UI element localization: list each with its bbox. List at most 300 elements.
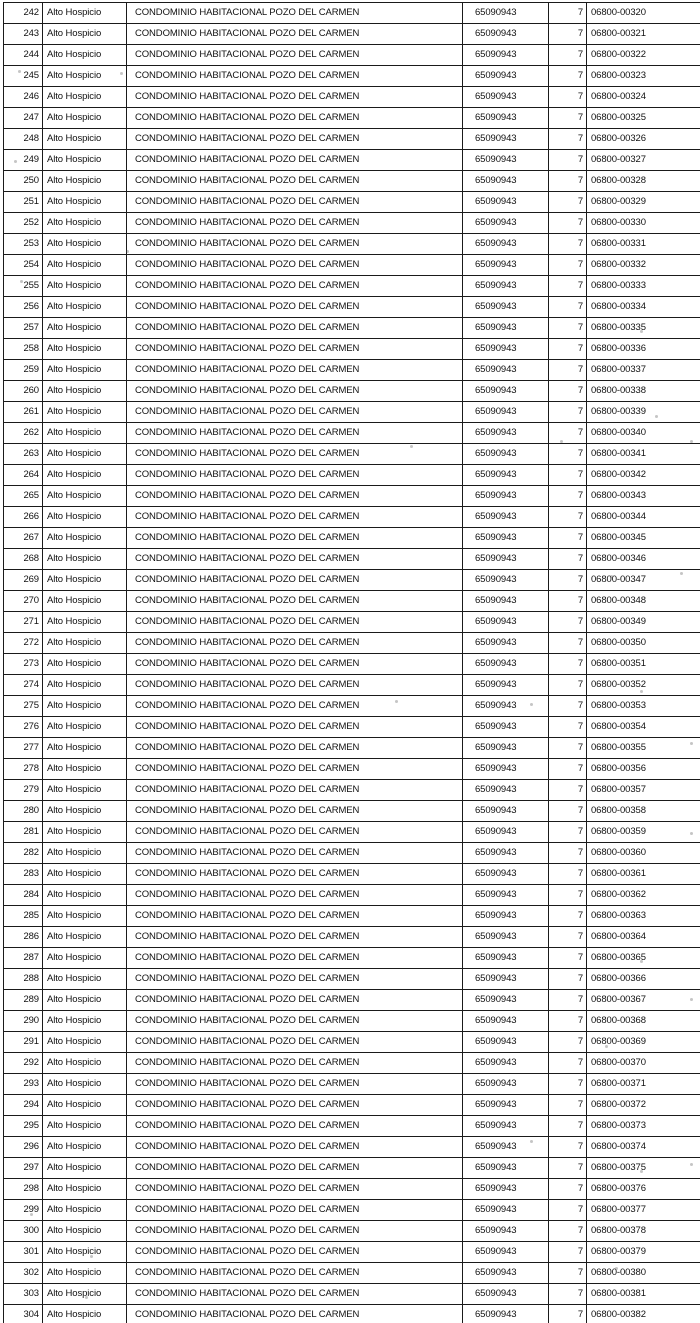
row-number-cell: 273 xyxy=(4,654,43,675)
quantity-cell: 7 xyxy=(549,885,587,906)
table-row xyxy=(4,402,700,423)
commune-cell: Alto Hospicio xyxy=(43,759,127,780)
tax-id-cell: 65090943 xyxy=(463,507,549,528)
table-row xyxy=(4,423,700,444)
tax-id-cell: 65090943 xyxy=(463,1242,549,1263)
quantity-cell: 7 xyxy=(549,24,587,45)
reference-code-cell: 06800-00363 xyxy=(587,906,700,927)
project-name-cell: CONDOMINIO HABITACIONAL POZO DEL CARMEN xyxy=(127,171,463,192)
row-number-cell: 253 xyxy=(4,234,43,255)
table-row xyxy=(4,927,700,948)
reference-code-cell: 06800-00345 xyxy=(587,528,700,549)
reference-code-cell: 06800-00324 xyxy=(587,87,700,108)
project-name-cell: CONDOMINIO HABITACIONAL POZO DEL CARMEN xyxy=(127,129,463,150)
records-table-body xyxy=(4,3,700,1323)
table-row xyxy=(4,1116,700,1137)
commune-cell: Alto Hospicio xyxy=(43,528,127,549)
row-number-cell: 243 xyxy=(4,24,43,45)
project-name-cell: CONDOMINIO HABITACIONAL POZO DEL CARMEN xyxy=(127,1221,463,1242)
project-name-cell: CONDOMINIO HABITACIONAL POZO DEL CARMEN xyxy=(127,360,463,381)
reference-code-cell: 06800-00373 xyxy=(587,1116,700,1137)
table-row xyxy=(4,108,700,129)
row-number-cell: 279 xyxy=(4,780,43,801)
project-name-cell: CONDOMINIO HABITACIONAL POZO DEL CARMEN xyxy=(127,864,463,885)
quantity-cell: 7 xyxy=(549,822,587,843)
commune-cell: Alto Hospicio xyxy=(43,570,127,591)
project-name-cell: CONDOMINIO HABITACIONAL POZO DEL CARMEN xyxy=(127,654,463,675)
commune-cell: Alto Hospicio xyxy=(43,654,127,675)
reference-code-cell: 06800-00382 xyxy=(587,1305,700,1323)
commune-cell: Alto Hospicio xyxy=(43,3,127,24)
commune-cell: Alto Hospicio xyxy=(43,1032,127,1053)
quantity-cell: 7 xyxy=(549,192,587,213)
row-number-cell: 290 xyxy=(4,1011,43,1032)
commune-cell: Alto Hospicio xyxy=(43,45,127,66)
project-name-cell: CONDOMINIO HABITACIONAL POZO DEL CARMEN xyxy=(127,24,463,45)
row-number-cell: 256 xyxy=(4,297,43,318)
row-number-cell: 260 xyxy=(4,381,43,402)
row-number-cell: 252 xyxy=(4,213,43,234)
reference-code-cell: 06800-00349 xyxy=(587,612,700,633)
row-number-cell: 267 xyxy=(4,528,43,549)
row-number-cell: 295 xyxy=(4,1116,43,1137)
commune-cell: Alto Hospicio xyxy=(43,87,127,108)
row-number-cell: 255 xyxy=(4,276,43,297)
tax-id-cell: 65090943 xyxy=(463,717,549,738)
tax-id-cell: 65090943 xyxy=(463,1074,549,1095)
quantity-cell: 7 xyxy=(549,612,587,633)
quantity-cell: 7 xyxy=(549,990,587,1011)
commune-cell: Alto Hospicio xyxy=(43,906,127,927)
reference-code-cell: 06800-00371 xyxy=(587,1074,700,1095)
quantity-cell: 7 xyxy=(549,129,587,150)
tax-id-cell: 65090943 xyxy=(463,1305,549,1323)
commune-cell: Alto Hospicio xyxy=(43,129,127,150)
reference-code-cell: 06800-00377 xyxy=(587,1200,700,1221)
reference-code-cell: 06800-00351 xyxy=(587,654,700,675)
table-row xyxy=(4,192,700,213)
tax-id-cell: 65090943 xyxy=(463,759,549,780)
reference-code-cell: 06800-00338 xyxy=(587,381,700,402)
commune-cell: Alto Hospicio xyxy=(43,465,127,486)
table-row xyxy=(4,612,700,633)
quantity-cell: 7 xyxy=(549,297,587,318)
project-name-cell: CONDOMINIO HABITACIONAL POZO DEL CARMEN xyxy=(127,906,463,927)
quantity-cell: 7 xyxy=(549,486,587,507)
row-number-cell: 271 xyxy=(4,612,43,633)
quantity-cell: 7 xyxy=(549,255,587,276)
row-number-cell: 274 xyxy=(4,675,43,696)
table-row xyxy=(4,297,700,318)
table-row xyxy=(4,45,700,66)
row-number-cell: 258 xyxy=(4,339,43,360)
commune-cell: Alto Hospicio xyxy=(43,633,127,654)
commune-cell: Alto Hospicio xyxy=(43,66,127,87)
commune-cell: Alto Hospicio xyxy=(43,1158,127,1179)
quantity-cell: 7 xyxy=(549,717,587,738)
commune-cell: Alto Hospicio xyxy=(43,822,127,843)
project-name-cell: CONDOMINIO HABITACIONAL POZO DEL CARMEN xyxy=(127,381,463,402)
quantity-cell: 7 xyxy=(549,423,587,444)
project-name-cell: CONDOMINIO HABITACIONAL POZO DEL CARMEN xyxy=(127,591,463,612)
reference-code-cell: 06800-00355 xyxy=(587,738,700,759)
quantity-cell: 7 xyxy=(549,171,587,192)
row-number-cell: 280 xyxy=(4,801,43,822)
quantity-cell: 7 xyxy=(549,1263,587,1284)
table-row xyxy=(4,171,700,192)
reference-code-cell: 06800-00381 xyxy=(587,1284,700,1305)
commune-cell: Alto Hospicio xyxy=(43,801,127,822)
row-number-cell: 285 xyxy=(4,906,43,927)
row-number-cell: 300 xyxy=(4,1221,43,1242)
quantity-cell: 7 xyxy=(549,234,587,255)
commune-cell: Alto Hospicio xyxy=(43,381,127,402)
commune-cell: Alto Hospicio xyxy=(43,444,127,465)
table-row xyxy=(4,255,700,276)
quantity-cell: 7 xyxy=(549,402,587,423)
row-number-cell: 249 xyxy=(4,150,43,171)
row-number-cell: 259 xyxy=(4,360,43,381)
reference-code-cell: 06800-00320 xyxy=(587,3,700,24)
tax-id-cell: 65090943 xyxy=(463,801,549,822)
reference-code-cell: 06800-00364 xyxy=(587,927,700,948)
reference-code-cell: 06800-00380 xyxy=(587,1263,700,1284)
reference-code-cell: 06800-00341 xyxy=(587,444,700,465)
commune-cell: Alto Hospicio xyxy=(43,1305,127,1323)
project-name-cell: CONDOMINIO HABITACIONAL POZO DEL CARMEN xyxy=(127,1200,463,1221)
tax-id-cell: 65090943 xyxy=(463,528,549,549)
project-name-cell: CONDOMINIO HABITACIONAL POZO DEL CARMEN xyxy=(127,612,463,633)
table-row xyxy=(4,66,700,87)
commune-cell: Alto Hospicio xyxy=(43,1095,127,1116)
row-number-cell: 296 xyxy=(4,1137,43,1158)
row-number-cell: 301 xyxy=(4,1242,43,1263)
reference-code-cell: 06800-00346 xyxy=(587,549,700,570)
table-row xyxy=(4,717,700,738)
reference-code-cell: 06800-00362 xyxy=(587,885,700,906)
project-name-cell: CONDOMINIO HABITACIONAL POZO DEL CARMEN xyxy=(127,969,463,990)
project-name-cell: CONDOMINIO HABITACIONAL POZO DEL CARMEN xyxy=(127,885,463,906)
tax-id-cell: 65090943 xyxy=(463,465,549,486)
tax-id-cell: 65090943 xyxy=(463,192,549,213)
project-name-cell: CONDOMINIO HABITACIONAL POZO DEL CARMEN xyxy=(127,1242,463,1263)
project-name-cell: CONDOMINIO HABITACIONAL POZO DEL CARMEN xyxy=(127,780,463,801)
tax-id-cell: 65090943 xyxy=(463,171,549,192)
table-row xyxy=(4,486,700,507)
table-row xyxy=(4,1305,700,1323)
tax-id-cell: 65090943 xyxy=(463,108,549,129)
quantity-cell: 7 xyxy=(549,1242,587,1263)
tax-id-cell: 65090943 xyxy=(463,339,549,360)
tax-id-cell: 65090943 xyxy=(463,1011,549,1032)
table-row xyxy=(4,780,700,801)
table-row xyxy=(4,528,700,549)
project-name-cell: CONDOMINIO HABITACIONAL POZO DEL CARMEN xyxy=(127,108,463,129)
reference-code-cell: 06800-00334 xyxy=(587,297,700,318)
commune-cell: Alto Hospicio xyxy=(43,402,127,423)
commune-cell: Alto Hospicio xyxy=(43,234,127,255)
table-row xyxy=(4,465,700,486)
quantity-cell: 7 xyxy=(549,87,587,108)
reference-code-cell: 06800-00328 xyxy=(587,171,700,192)
project-name-cell: CONDOMINIO HABITACIONAL POZO DEL CARMEN xyxy=(127,192,463,213)
project-name-cell: CONDOMINIO HABITACIONAL POZO DEL CARMEN xyxy=(127,507,463,528)
row-number-cell: 244 xyxy=(4,45,43,66)
reference-code-cell: 06800-00360 xyxy=(587,843,700,864)
tax-id-cell: 65090943 xyxy=(463,885,549,906)
project-name-cell: CONDOMINIO HABITACIONAL POZO DEL CARMEN xyxy=(127,696,463,717)
row-number-cell: 284 xyxy=(4,885,43,906)
reference-code-cell: 06800-00331 xyxy=(587,234,700,255)
quantity-cell: 7 xyxy=(549,1032,587,1053)
quantity-cell: 7 xyxy=(549,696,587,717)
table-row xyxy=(4,150,700,171)
table-row xyxy=(4,843,700,864)
project-name-cell: CONDOMINIO HABITACIONAL POZO DEL CARMEN xyxy=(127,528,463,549)
tax-id-cell: 65090943 xyxy=(463,1263,549,1284)
commune-cell: Alto Hospicio xyxy=(43,1221,127,1242)
tax-id-cell: 65090943 xyxy=(463,948,549,969)
row-number-cell: 262 xyxy=(4,423,43,444)
tax-id-cell: 65090943 xyxy=(463,87,549,108)
table-row xyxy=(4,381,700,402)
quantity-cell: 7 xyxy=(549,1179,587,1200)
reference-code-cell: 06800-00332 xyxy=(587,255,700,276)
table-row xyxy=(4,24,700,45)
project-name-cell: CONDOMINIO HABITACIONAL POZO DEL CARMEN xyxy=(127,717,463,738)
tax-id-cell: 65090943 xyxy=(463,3,549,24)
commune-cell: Alto Hospicio xyxy=(43,1242,127,1263)
commune-cell: Alto Hospicio xyxy=(43,696,127,717)
commune-cell: Alto Hospicio xyxy=(43,423,127,444)
quantity-cell: 7 xyxy=(549,906,587,927)
tax-id-cell: 65090943 xyxy=(463,1221,549,1242)
commune-cell: Alto Hospicio xyxy=(43,927,127,948)
commune-cell: Alto Hospicio xyxy=(43,1263,127,1284)
project-name-cell: CONDOMINIO HABITACIONAL POZO DEL CARMEN xyxy=(127,402,463,423)
reference-code-cell: 06800-00322 xyxy=(587,45,700,66)
quantity-cell: 7 xyxy=(549,570,587,591)
reference-code-cell: 06800-00350 xyxy=(587,633,700,654)
row-number-cell: 245 xyxy=(4,66,43,87)
project-name-cell: CONDOMINIO HABITACIONAL POZO DEL CARMEN xyxy=(127,87,463,108)
reference-code-cell: 06800-00336 xyxy=(587,339,700,360)
quantity-cell: 7 xyxy=(549,444,587,465)
reference-code-cell: 06800-00344 xyxy=(587,507,700,528)
row-number-cell: 283 xyxy=(4,864,43,885)
quantity-cell: 7 xyxy=(549,1095,587,1116)
row-number-cell: 304 xyxy=(4,1305,43,1323)
reference-code-cell: 06800-00375 xyxy=(587,1158,700,1179)
table-row xyxy=(4,360,700,381)
table-row xyxy=(4,129,700,150)
commune-cell: Alto Hospicio xyxy=(43,318,127,339)
table-row xyxy=(4,1095,700,1116)
row-number-cell: 263 xyxy=(4,444,43,465)
reference-code-cell: 06800-00340 xyxy=(587,423,700,444)
project-name-cell: CONDOMINIO HABITACIONAL POZO DEL CARMEN xyxy=(127,1284,463,1305)
project-name-cell: CONDOMINIO HABITACIONAL POZO DEL CARMEN xyxy=(127,1011,463,1032)
table-row xyxy=(4,633,700,654)
project-name-cell: CONDOMINIO HABITACIONAL POZO DEL CARMEN xyxy=(127,1032,463,1053)
row-number-cell: 254 xyxy=(4,255,43,276)
row-number-cell: 291 xyxy=(4,1032,43,1053)
quantity-cell: 7 xyxy=(549,276,587,297)
table-row xyxy=(4,1242,700,1263)
commune-cell: Alto Hospicio xyxy=(43,990,127,1011)
row-number-cell: 298 xyxy=(4,1179,43,1200)
row-number-cell: 303 xyxy=(4,1284,43,1305)
table-row xyxy=(4,213,700,234)
reference-code-cell: 06800-00339 xyxy=(587,402,700,423)
table-row xyxy=(4,1200,700,1221)
commune-cell: Alto Hospicio xyxy=(43,1011,127,1032)
tax-id-cell: 65090943 xyxy=(463,780,549,801)
project-name-cell: CONDOMINIO HABITACIONAL POZO DEL CARMEN xyxy=(127,45,463,66)
quantity-cell: 7 xyxy=(549,528,587,549)
tax-id-cell: 65090943 xyxy=(463,297,549,318)
quantity-cell: 7 xyxy=(549,108,587,129)
reference-code-cell: 06800-00337 xyxy=(587,360,700,381)
row-number-cell: 288 xyxy=(4,969,43,990)
commune-cell: Alto Hospicio xyxy=(43,1137,127,1158)
row-number-cell: 297 xyxy=(4,1158,43,1179)
quantity-cell: 7 xyxy=(549,1158,587,1179)
tax-id-cell: 65090943 xyxy=(463,654,549,675)
commune-cell: Alto Hospicio xyxy=(43,1116,127,1137)
commune-cell: Alto Hospicio xyxy=(43,549,127,570)
reference-code-cell: 06800-00347 xyxy=(587,570,700,591)
commune-cell: Alto Hospicio xyxy=(43,171,127,192)
tax-id-cell: 65090943 xyxy=(463,969,549,990)
tax-id-cell: 65090943 xyxy=(463,66,549,87)
reference-code-cell: 06800-00335 xyxy=(587,318,700,339)
quantity-cell: 7 xyxy=(549,1305,587,1323)
tax-id-cell: 65090943 xyxy=(463,234,549,255)
table-row xyxy=(4,1179,700,1200)
project-name-cell: CONDOMINIO HABITACIONAL POZO DEL CARMEN xyxy=(127,276,463,297)
reference-code-cell: 06800-00330 xyxy=(587,213,700,234)
table-row xyxy=(4,1137,700,1158)
row-number-cell: 299 xyxy=(4,1200,43,1221)
commune-cell: Alto Hospicio xyxy=(43,1053,127,1074)
table-row xyxy=(4,990,700,1011)
commune-cell: Alto Hospicio xyxy=(43,255,127,276)
commune-cell: Alto Hospicio xyxy=(43,486,127,507)
commune-cell: Alto Hospicio xyxy=(43,612,127,633)
row-number-cell: 242 xyxy=(4,3,43,24)
reference-code-cell: 06800-00359 xyxy=(587,822,700,843)
row-number-cell: 287 xyxy=(4,948,43,969)
tax-id-cell: 65090943 xyxy=(463,381,549,402)
tax-id-cell: 65090943 xyxy=(463,990,549,1011)
tax-id-cell: 65090943 xyxy=(463,1200,549,1221)
table-row xyxy=(4,801,700,822)
table-row xyxy=(4,1053,700,1074)
row-number-cell: 270 xyxy=(4,591,43,612)
reference-code-cell: 06800-00378 xyxy=(587,1221,700,1242)
table-row xyxy=(4,1011,700,1032)
table-row xyxy=(4,906,700,927)
project-name-cell: CONDOMINIO HABITACIONAL POZO DEL CARMEN xyxy=(127,1053,463,1074)
commune-cell: Alto Hospicio xyxy=(43,108,127,129)
reference-code-cell: 06800-00370 xyxy=(587,1053,700,1074)
quantity-cell: 7 xyxy=(549,213,587,234)
quantity-cell: 7 xyxy=(549,864,587,885)
reference-code-cell: 06800-00361 xyxy=(587,864,700,885)
tax-id-cell: 65090943 xyxy=(463,843,549,864)
tax-id-cell: 65090943 xyxy=(463,591,549,612)
tax-id-cell: 65090943 xyxy=(463,1116,549,1137)
commune-cell: Alto Hospicio xyxy=(43,969,127,990)
tax-id-cell: 65090943 xyxy=(463,360,549,381)
project-name-cell: CONDOMINIO HABITACIONAL POZO DEL CARMEN xyxy=(127,339,463,360)
row-number-cell: 248 xyxy=(4,129,43,150)
project-name-cell: CONDOMINIO HABITACIONAL POZO DEL CARMEN xyxy=(127,801,463,822)
project-name-cell: CONDOMINIO HABITACIONAL POZO DEL CARMEN xyxy=(127,1116,463,1137)
reference-code-cell: 06800-00353 xyxy=(587,696,700,717)
quantity-cell: 7 xyxy=(549,66,587,87)
reference-code-cell: 06800-00348 xyxy=(587,591,700,612)
tax-id-cell: 65090943 xyxy=(463,150,549,171)
quantity-cell: 7 xyxy=(549,738,587,759)
table-row xyxy=(4,339,700,360)
project-name-cell: CONDOMINIO HABITACIONAL POZO DEL CARMEN xyxy=(127,1263,463,1284)
reference-code-cell: 06800-00343 xyxy=(587,486,700,507)
commune-cell: Alto Hospicio xyxy=(43,675,127,696)
quantity-cell: 7 xyxy=(549,1284,587,1305)
row-number-cell: 278 xyxy=(4,759,43,780)
row-number-cell: 251 xyxy=(4,192,43,213)
reference-code-cell: 06800-00327 xyxy=(587,150,700,171)
table-row xyxy=(4,948,700,969)
quantity-cell: 7 xyxy=(549,591,587,612)
quantity-cell: 7 xyxy=(549,675,587,696)
commune-cell: Alto Hospicio xyxy=(43,297,127,318)
quantity-cell: 7 xyxy=(549,654,587,675)
project-name-cell: CONDOMINIO HABITACIONAL POZO DEL CARMEN xyxy=(127,1095,463,1116)
table-row xyxy=(4,864,700,885)
quantity-cell: 7 xyxy=(549,843,587,864)
tax-id-cell: 65090943 xyxy=(463,696,549,717)
row-number-cell: 282 xyxy=(4,843,43,864)
project-name-cell: CONDOMINIO HABITACIONAL POZO DEL CARMEN xyxy=(127,3,463,24)
reference-code-cell: 06800-00321 xyxy=(587,24,700,45)
tax-id-cell: 65090943 xyxy=(463,1137,549,1158)
project-name-cell: CONDOMINIO HABITACIONAL POZO DEL CARMEN xyxy=(127,843,463,864)
quantity-cell: 7 xyxy=(549,507,587,528)
commune-cell: Alto Hospicio xyxy=(43,864,127,885)
project-name-cell: CONDOMINIO HABITACIONAL POZO DEL CARMEN xyxy=(127,990,463,1011)
quantity-cell: 7 xyxy=(549,381,587,402)
tax-id-cell: 65090943 xyxy=(463,255,549,276)
quantity-cell: 7 xyxy=(549,927,587,948)
commune-cell: Alto Hospicio xyxy=(43,843,127,864)
commune-cell: Alto Hospicio xyxy=(43,717,127,738)
tax-id-cell: 65090943 xyxy=(463,1179,549,1200)
row-number-cell: 286 xyxy=(4,927,43,948)
table-row xyxy=(4,654,700,675)
table-row xyxy=(4,234,700,255)
quantity-cell: 7 xyxy=(549,780,587,801)
project-name-cell: CONDOMINIO HABITACIONAL POZO DEL CARMEN xyxy=(127,486,463,507)
quantity-cell: 7 xyxy=(549,1074,587,1095)
commune-cell: Alto Hospicio xyxy=(43,780,127,801)
commune-cell: Alto Hospicio xyxy=(43,150,127,171)
quantity-cell: 7 xyxy=(549,150,587,171)
project-name-cell: CONDOMINIO HABITACIONAL POZO DEL CARMEN xyxy=(127,297,463,318)
commune-cell: Alto Hospicio xyxy=(43,213,127,234)
